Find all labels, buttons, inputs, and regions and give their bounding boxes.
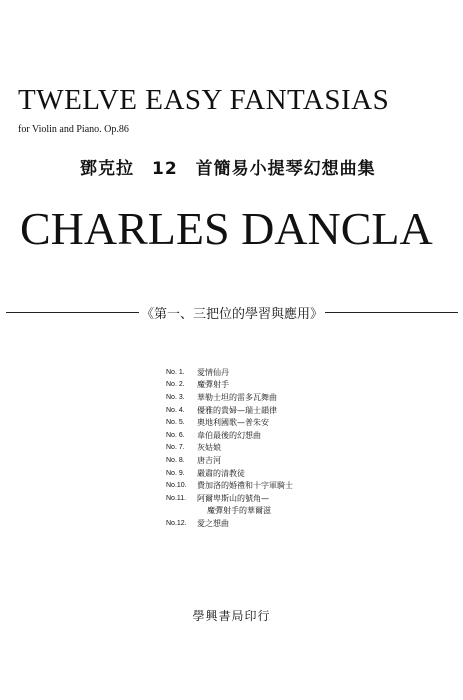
toc-item xyxy=(166,366,406,379)
toc-title: 費加洛的婚禮和十字軍騎士 xyxy=(197,481,293,491)
toc-number: No. 7. xyxy=(166,444,185,452)
toc-number: No. 8. xyxy=(166,456,185,464)
toc-number: No.10. xyxy=(166,482,187,490)
toc-number: No. 6. xyxy=(166,431,185,439)
toc-title: 嚴肅的清教徒 xyxy=(197,468,245,478)
section-heading: 《第一、三把位的學習與應用》 xyxy=(141,306,324,322)
divider-rule-left xyxy=(6,312,139,313)
toc-number: No.11. xyxy=(166,494,187,502)
toc-title: 魔彈射手的華爾滋 xyxy=(207,506,271,516)
section-divider xyxy=(6,302,458,322)
title-chinese: 鄧克拉 12 首簡易小提琴幻想曲集 xyxy=(80,159,376,179)
toc-title: 優雅的貴婦—瑞士韻律 xyxy=(197,405,277,415)
toc-item xyxy=(166,416,406,429)
toc-item xyxy=(166,467,406,480)
toc-title: 愛之想曲 xyxy=(197,518,229,528)
toc-title: 唐吉河 xyxy=(197,455,221,465)
toc-number: No. 9. xyxy=(166,469,185,477)
divider-rule-right xyxy=(325,312,458,313)
toc-number: No.12. xyxy=(166,519,187,527)
publisher-imprint: 學興書局印行 xyxy=(192,609,271,623)
toc-title: 魔彈射手 xyxy=(197,380,229,390)
toc-title: 愛情仙丹 xyxy=(197,367,229,377)
toc-item xyxy=(166,492,406,505)
toc-title: 華勒士坦的雷多瓦舞曲 xyxy=(197,392,277,402)
toc-title: 阿爾卑斯山的號角— xyxy=(197,493,269,503)
toc-title: 奧地利國歌—普朱安 xyxy=(197,418,269,428)
subtitle-english: for Violin and Piano. Op.86 xyxy=(18,124,129,135)
toc-number: No. 1. xyxy=(166,368,185,376)
composer-name: CHARLES DANCLA xyxy=(20,203,433,254)
toc-item xyxy=(166,404,406,417)
toc-number: No. 4. xyxy=(166,406,185,414)
toc-item xyxy=(166,454,406,467)
toc-item xyxy=(166,442,406,455)
toc-item xyxy=(166,391,406,404)
toc-number: No. 5. xyxy=(166,419,185,427)
toc-title: 韋伯最後的幻想曲 xyxy=(197,430,261,440)
table-of-contents xyxy=(166,366,406,530)
toc-number: No. 2. xyxy=(166,381,185,389)
toc-item-continuation xyxy=(166,505,406,518)
title-english: TWELVE EASY FANTASIAS xyxy=(18,84,390,116)
toc-title: 灰姑娘 xyxy=(197,443,221,453)
toc-number: No. 3. xyxy=(166,393,185,401)
toc-item xyxy=(166,517,406,530)
toc-item xyxy=(166,429,406,442)
toc-item xyxy=(166,379,406,392)
toc-item xyxy=(166,479,406,492)
